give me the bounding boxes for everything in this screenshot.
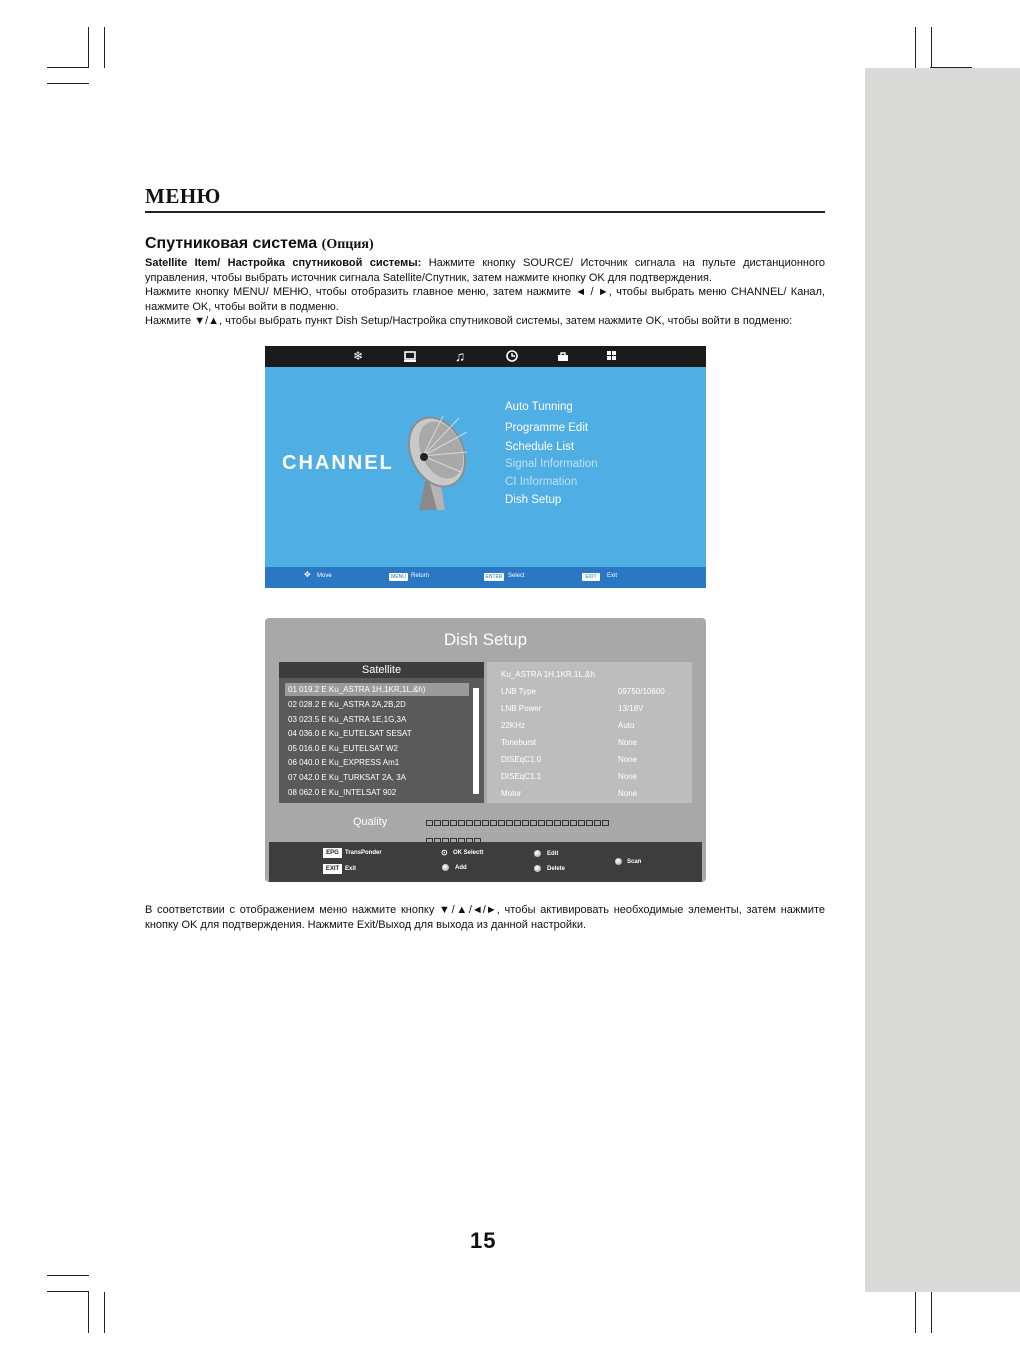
satellite-row[interactable]: 08 062.0 E Ku_INTELSAT 902 bbox=[288, 788, 397, 797]
grid-icon[interactable] bbox=[605, 349, 619, 363]
ok-circle-icon: ⊙ bbox=[441, 848, 448, 857]
crop-mark bbox=[47, 83, 89, 84]
footer-exit: Exit bbox=[345, 866, 357, 872]
channel-title: CHANNEL bbox=[282, 452, 394, 474]
add-button-icon[interactable] bbox=[442, 864, 449, 871]
epg-key[interactable]: EPG bbox=[323, 848, 342, 858]
satellite-row[interactable]: 05 016.0 E Ku_EUTELSAT W2 bbox=[288, 744, 398, 753]
info-label-diseqc10[interactable]: DISEqC1.0 bbox=[501, 755, 542, 764]
move-arrows-icon: ✥ bbox=[304, 570, 311, 579]
satellite-row[interactable]: 03 023.5 E Ku_ASTRA 1E,1G,3A bbox=[288, 715, 407, 724]
dish-setup-screen bbox=[265, 618, 706, 882]
heading-rule bbox=[145, 211, 825, 213]
footer-edit: Edit bbox=[547, 851, 559, 857]
menu-item-schedule-list[interactable]: Schedule List bbox=[505, 441, 575, 453]
section-title-text: Спутниковая система bbox=[145, 235, 318, 252]
crop-mark bbox=[915, 27, 916, 68]
satellite-row[interactable]: 02 028.2 E Ku_ASTRA 2A,2B,2D bbox=[288, 700, 406, 709]
quality-meter bbox=[426, 820, 610, 826]
menu-item-signal-information[interactable]: Signal Information bbox=[505, 458, 598, 470]
crop-mark bbox=[931, 27, 932, 68]
crop-mark bbox=[47, 1275, 89, 1276]
satellite-row-selected[interactable]: 01 019.2 E Ku_ASTRA 1H,1KR,1L,&h) bbox=[285, 683, 469, 696]
satellite-info-panel bbox=[487, 662, 692, 803]
picture-icon[interactable]: ❄ bbox=[352, 349, 364, 363]
hint-exit: Exit bbox=[607, 573, 618, 579]
hint-move: Move bbox=[317, 573, 332, 579]
footer-scan: Scan bbox=[627, 859, 642, 865]
crop-mark bbox=[88, 1292, 89, 1333]
paragraph-source-bold: Satellite Item/ Настройка спутниковой системы: bbox=[145, 257, 422, 269]
info-label-22khz[interactable]: 22KHz bbox=[501, 721, 526, 730]
info-value-diseqc11[interactable]: None bbox=[618, 772, 638, 781]
exit-key: EXIT bbox=[582, 573, 600, 581]
satellite-row[interactable]: 07 042.0 E Ku_TURKSAT 2A, 3A bbox=[288, 773, 406, 782]
paragraph-source-text: Нажмите кнопку SOURCE/ Источник сигнала на пульте дистанционного управления, чтобы выбрать источник сигнала Satellite/Спутник, затем нажмите кнопку OK для подтверждения. bbox=[145, 257, 825, 284]
satellite-list-scrollbar[interactable] bbox=[473, 688, 479, 794]
crop-mark bbox=[47, 1291, 89, 1292]
section-title bbox=[145, 235, 374, 253]
info-value-motor[interactable]: None bbox=[618, 789, 638, 798]
edit-button-icon[interactable] bbox=[534, 850, 541, 857]
info-label-lnb-type[interactable]: LNB Type bbox=[501, 687, 536, 696]
page-heading: МЕНЮ bbox=[145, 184, 221, 208]
paragraph-menu: Нажмите кнопку MENU/ МЕНЮ, чтобы отобразить главное меню, затем нажмите ◄ / ►, чтобы выбрать меню CHANNEL/ Канал, нажмите OK, чтобы войти в подменю. bbox=[145, 286, 825, 313]
info-value-lnb-type[interactable]: 09750/10600 bbox=[618, 687, 665, 696]
clock-icon[interactable] bbox=[505, 349, 519, 363]
menu-item-ci-information[interactable]: CI Information bbox=[505, 476, 578, 488]
paragraph-dish-setup: Нажмите ▼/▲, чтобы выбрать пункт Dish Setup/Настройка спутниковой системы, затем нажмите OK, чтобы войти в подменю: bbox=[145, 315, 793, 327]
info-value-toneburst[interactable]: None bbox=[618, 738, 638, 747]
music-note-icon[interactable]: ♫ bbox=[454, 348, 466, 364]
hint-return: Return bbox=[411, 573, 430, 579]
info-label-lnb-power[interactable]: LNB Power bbox=[501, 704, 542, 713]
section-option: (Опция) bbox=[321, 237, 374, 252]
hint-select: Select bbox=[508, 573, 525, 579]
footer-add: Add bbox=[455, 865, 467, 871]
menu-icon-bar bbox=[265, 346, 706, 367]
footer-transponder: TransPonder bbox=[345, 850, 382, 856]
info-label-motor[interactable]: Motor bbox=[501, 789, 522, 798]
crop-mark bbox=[915, 1292, 916, 1333]
scan-button-icon[interactable] bbox=[615, 858, 622, 865]
satellite-row[interactable]: 06 040.0 E Ku_EXPRESS Am1 bbox=[288, 758, 400, 767]
satellite-row[interactable]: 04 036.0 E Ku_EUTELSAT SESAT bbox=[288, 729, 412, 738]
satellite-dish-icon bbox=[397, 412, 477, 512]
crop-mark bbox=[47, 67, 89, 68]
menu-key: MENU bbox=[389, 573, 408, 581]
menu-item-dish-setup[interactable]: Dish Setup bbox=[505, 494, 562, 506]
info-label-toneburst[interactable]: Toneburst bbox=[501, 738, 537, 747]
footer-delete: Delete bbox=[547, 866, 566, 872]
info-label-diseqc11[interactable]: DISEqC1.1 bbox=[501, 772, 542, 781]
channel-menu-screen bbox=[265, 346, 706, 588]
quality-label: Quality bbox=[353, 816, 388, 828]
dish-setup-footer bbox=[269, 842, 702, 882]
paragraph-source bbox=[145, 256, 825, 286]
hint-bar bbox=[265, 567, 706, 588]
info-value-lnb-power[interactable]: 13/18V bbox=[618, 704, 644, 713]
menu-item-auto-tunning[interactable]: Auto Tunning bbox=[505, 401, 573, 413]
menu-item-programme-edit[interactable]: Programme Edit bbox=[505, 422, 589, 434]
crop-mark bbox=[931, 1292, 932, 1333]
satellite-info-title: Ku_ASTRA 1H,1KR,1L,&h bbox=[501, 670, 595, 679]
dish-setup-title: Dish Setup bbox=[443, 630, 528, 649]
crop-mark bbox=[88, 27, 89, 68]
info-value-22khz[interactable]: Auto bbox=[618, 721, 635, 730]
lock-icon[interactable] bbox=[556, 349, 570, 363]
crop-mark bbox=[104, 27, 105, 68]
info-value-diseqc10[interactable]: None bbox=[618, 755, 638, 764]
paragraph-navigation: В соответствии с отображением меню нажмите кнопку ▼/▲/◄/►, чтобы активировать необходимые элементы, затем нажмите кнопку OK для подтверждения. Нажмите Exit/Выход для выхода из данной настройки. bbox=[145, 904, 825, 931]
footer-ok-select: OK Selectt bbox=[453, 850, 484, 856]
exit-key[interactable]: EXIT bbox=[323, 864, 342, 874]
enter-key: ENTER bbox=[485, 574, 503, 580]
delete-button-icon[interactable] bbox=[534, 865, 541, 872]
tv-icon[interactable] bbox=[403, 349, 417, 363]
satellite-list-header: Satellite bbox=[279, 662, 484, 678]
page-number: 15 bbox=[470, 1228, 497, 1253]
page-side-tab bbox=[865, 68, 1020, 1292]
crop-mark bbox=[104, 1292, 105, 1333]
